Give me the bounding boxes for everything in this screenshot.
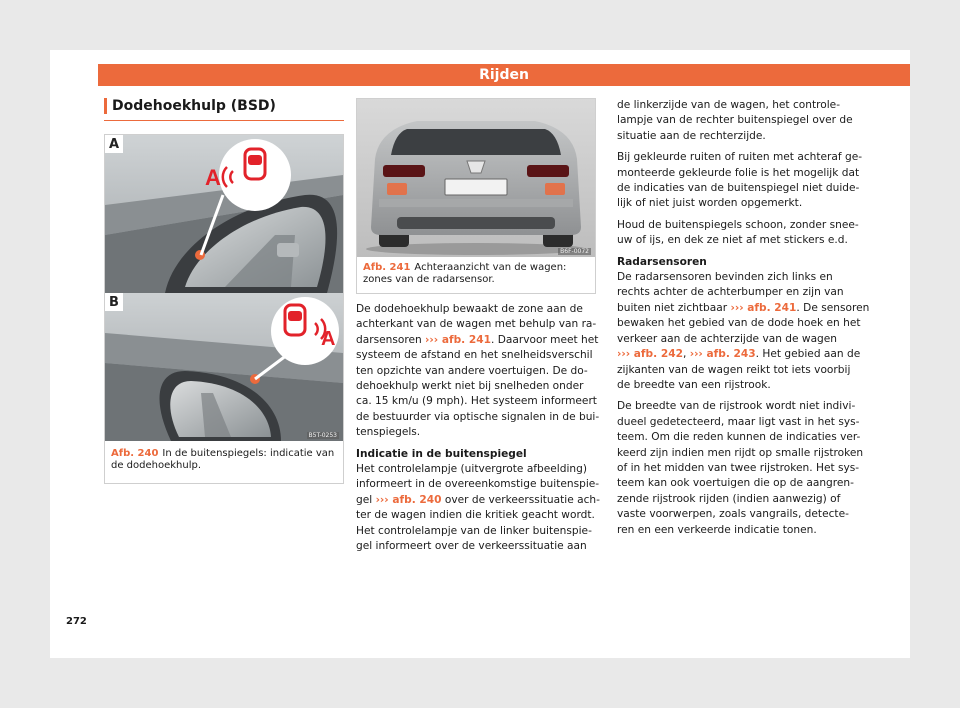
panel-letter-a: A (105, 135, 123, 153)
text-line: Bij gekleurde ruiten of ruiten met achteraf ge- (617, 151, 863, 164)
subheading-mirror-indication: Indicatie in de buitenspiegel (356, 447, 527, 460)
text-line-with-ref: gel ››› afb. 240 over de verkeerssituatie ach- (356, 493, 600, 506)
radar-sensor-left-marker (387, 183, 407, 195)
text-line: dehoekhulp werkt niet bij snelheden onder (356, 380, 584, 393)
text-line: teem kan ook voertuigen die op de aangren- (617, 477, 854, 490)
text-line-with-ref: buiten niet zichtbaar ››› afb. 241. De sensoren (617, 301, 870, 314)
text-line: informeert in de overeenkomstige buitenspie- (356, 478, 600, 491)
figure-241 (356, 98, 596, 294)
text-line: uw of ijs, en dek ze niet af met stickers e.d. (617, 234, 848, 247)
text-line: lampje van de rechter buitenspiegel over de (617, 114, 853, 127)
text-line: de linkerzijde van de wagen, het controle- (617, 99, 841, 111)
svg-text:A: A (321, 328, 336, 350)
figure-ref-link[interactable]: ››› afb. 241 (730, 301, 797, 314)
svg-text:A: A (205, 165, 221, 190)
text-line: de breedte van een rijstrook. (617, 378, 771, 391)
text-line: gel informeert over de verkeerssituatie aan (356, 540, 587, 553)
car-rear-illustration (357, 99, 595, 257)
chapter-title: Rijden (479, 67, 529, 83)
text-line: ca. 15 km/u (9 mph). Het systeem informeert (356, 395, 597, 408)
text-line: De radarsensoren bevinden zich links en (617, 271, 833, 284)
text-line: zijkanten van de wagen reikt tot iets voorbij (617, 363, 851, 376)
text-line: tenspiegels. (356, 426, 421, 439)
figure-ref-link[interactable]: ››› afb. 242 (617, 348, 683, 361)
text-line: rechts achter de achterbumper en zijn van (617, 286, 844, 299)
figure-240 (104, 134, 344, 484)
text-line: achterkant van de wagen met behulp van ra- (356, 318, 597, 331)
mirror-left-illustration (105, 135, 343, 293)
text-line: dueel gedetecteerd, maar ligt vast in het sys- (617, 415, 860, 428)
text-line: Houd de buitenspiegels schoon, zonder snee- (617, 218, 859, 231)
text-line: ter de wagen indien die kritiek geacht wordt. (356, 509, 595, 522)
figure-240-number: Afb. 240 (111, 448, 159, 459)
mirror-right-illustration (105, 293, 343, 441)
text-line: vaste voorwerpen, zoals vangrails, detecte- (617, 508, 849, 521)
text-line: teem. Om die reden kunnen de indicaties ver- (617, 431, 861, 444)
subheading-radar-sensors: Radarsensoren (617, 255, 707, 268)
manual-page (50, 50, 910, 658)
figure-ref-link[interactable]: ››› afb. 241 (425, 333, 491, 346)
chapter-header (98, 64, 910, 86)
radar-sensor-right-marker (545, 183, 565, 195)
page-number: 272 (66, 616, 87, 627)
text-line: de bestuurder via optische signalen in de bui- (356, 410, 600, 423)
figure-240-panel-b (105, 293, 343, 441)
text-line: systeem de afstand en het snelheidsverschil (356, 349, 593, 362)
section-title: Dodehoekhulp (BSD) (104, 98, 276, 114)
text-line: ren en een verkeerde indicatie tonen. (617, 523, 817, 536)
figure-241-image (357, 99, 595, 257)
text-line: monteerde gekleurde folie is het mogelijk dat (617, 166, 860, 179)
text-line: situatie aan de rechterzijde. (617, 129, 766, 142)
figure-241-image-code: B6F-0072 (560, 248, 589, 255)
text-column-right (617, 98, 870, 538)
figure-240-panel-a (105, 135, 343, 293)
section-title-rule (104, 120, 344, 121)
figure-ref-link[interactable]: ››› afb. 243 (689, 348, 756, 361)
text-column-middle (356, 302, 600, 555)
text-line: zende rijstrook rijden (indien aanwezig) of (617, 492, 841, 505)
figure-240-caption-text: In de buitenspiegels: indicatie van de dodehoekhulp. (111, 448, 335, 471)
text-line: de indicaties van de buitenspiegel niet duide- (617, 182, 860, 195)
figure-240-image-code: B5T-0253 (308, 432, 337, 439)
panel-letter-b: B (105, 293, 123, 311)
text-line: Het controlelampje van de linker buitenspie- (356, 524, 592, 537)
text-line: bewaken het gebied van de dode hoek en het (617, 317, 861, 330)
figure-241-number: Afb. 241 (363, 262, 411, 273)
text-line: De dodehoekhulp bewaakt de zone aan de (356, 303, 583, 315)
figure-241-caption-text: Achteraanzicht van de wagen: zones van de radarsensor. (363, 262, 567, 285)
text-line: De breedte van de rijstrook wordt niet indivi- (617, 400, 856, 413)
text-line: lijk of niet juist worden opgemerkt. (617, 197, 803, 210)
text-line-with-refs: ››› afb. 242, ››› afb. 243. Het gebied aan de (617, 348, 861, 361)
text-line-with-ref: darsensoren ››› afb. 241. Daarvoor meet het (356, 333, 599, 346)
text-line: keerd zijn indien men rijdt op smalle rijstroken (617, 446, 864, 459)
figure-ref-link[interactable]: ››› afb. 240 (375, 493, 442, 506)
text-line: verkeer aan de achterzijde van de wagen (617, 332, 838, 345)
figure-240-caption (111, 448, 339, 472)
text-line: Het controlelampje (uitvergrote afbeelding) (356, 463, 587, 476)
figure-241-caption (363, 262, 591, 286)
text-line: ten opzichte van andere voertuigen. De do- (356, 364, 588, 377)
text-line: of in het midden van twee rijstroken. Het sys- (617, 461, 860, 474)
